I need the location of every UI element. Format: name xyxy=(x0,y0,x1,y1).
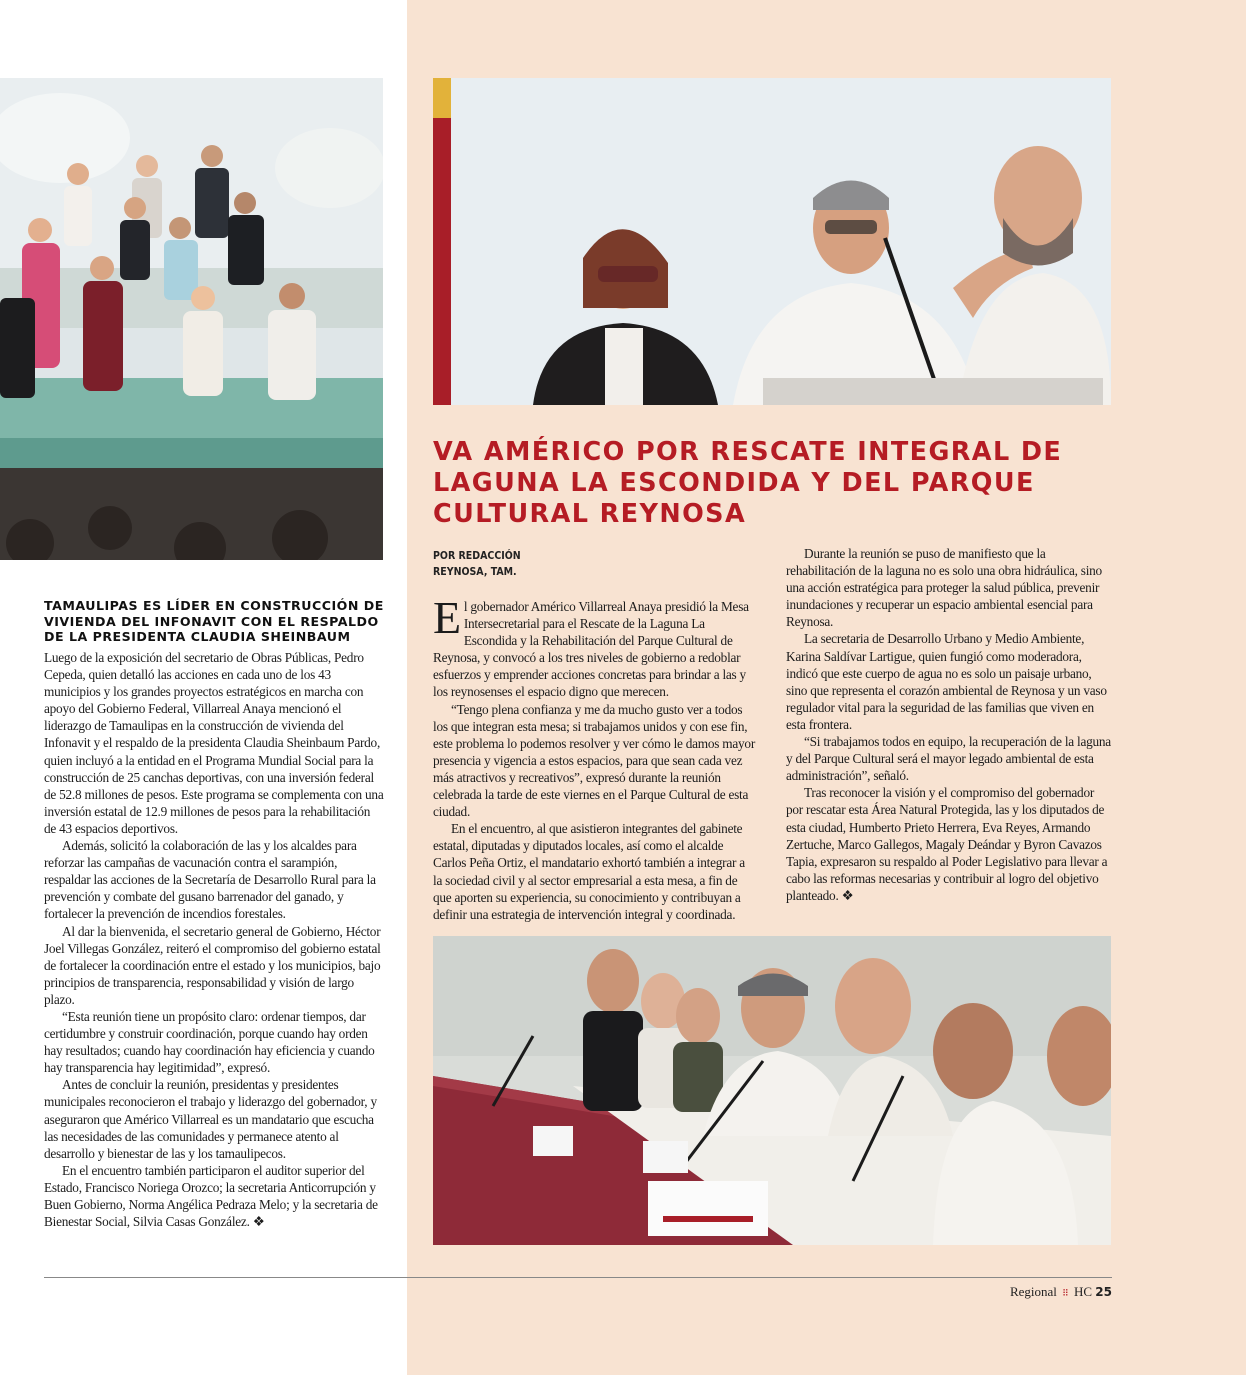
main-headline: VA AMÉRICO POR RESCATE INTEGRAL DE LAGUNA LA ESCONDIDA Y DEL PARQUE CULTURAL REYNOSA xyxy=(433,437,1063,529)
side-p1: Luego de la exposición del secretario de Obras Públicas, Pedro Cepeda, quien detalló las acciones en cada uno de los 43 municipios y los grandes proyectos estratégicos en marcha con apoyo del Gobierno Federal, Villarreal Anaya mencionó el liderazgo de Tamaulipas en la construcción de vivienda del Infonavit y el respaldo de la presidenta Claudia Sheinbaum Pardo, quien incluyó a la entidad en el Programa Mundial Social para la construcción de 25 canchas deportivas, con una inversión federal de 52.8 millones de pesos. Este programa se complementa con una inversión estatal de 12.9 millones de pesos para la rehabilitación de 43 espacios deportivos. xyxy=(44,650,384,836)
side-headline: TAMAULIPAS ES LÍDER EN CONSTRUCCIÓN DE VIVIENDA DEL INFONAVIT CON EL RESPALDO DE LA PRESIDENTA CLAUDIA SHEINBAUM xyxy=(44,598,384,644)
main-p3: En el encuentro, al que asistieron integrantes del gabinete estatal, diputadas y diputados locales, así como el alcalde Carlos Peña Ortiz, el mandatario exhortó también a integrar a la sociedad civil y al sector empresarial a esta mesa, a fin de que aporten su experiencia, su conocimiento y contribuyan a definir una estrategia de intervención integral y coordinada. xyxy=(433,821,745,922)
section-name: Regional xyxy=(1009,1284,1057,1299)
side-p3: Al dar la bienvenida, el secretario general de Gobierno, Héctor Joel Villegas González, reiteró el compromiso del gobierno estatal de fortalecer la coordinación entre el estado y los municipios, bajo principios de transparencia, responsabilidad y visión de largo plazo. xyxy=(44,923,381,1007)
side-p5: Antes de concluir la reunión, presidentas y presidentes municipales reconocieron el trabajo y liderazgo del gobernador, y aseguraron que Américo Villarreal es un mandatario que escucha las necesidades de las comunidades y permanece atento al desarrollo y bienestar de las y los tamaulipecos. xyxy=(44,1077,377,1161)
side-p2: Además, solicitó la colaboración de las y los alcaldes para reforzar las campañas de vacunación contra el sarampión, respaldar las acciones de la Secretaría de Desarrollo Rural para la prevención y combate del gusano barrenador del ganado, y fortalecer la prevención de incendios forestales. xyxy=(44,838,376,922)
page-footer xyxy=(1010,1284,1112,1300)
main-p4: Durante la reunión se puso de manifiesto que la rehabilitación de la laguna no es solo una obra hidráulica, sino una acción estratégica para proteger la salud pública, prevenir inundaciones y recuperar un espacio ambiental esencial para Reynosa. xyxy=(786,546,1102,630)
main-p7: Tras reconocer la visión y el compromiso del gobernador por rescatar esta Área Natural Protegida, las y los diputados de esta ciudad, Humberto Prieto Herrera, Eva Reyes, Armando Zertuche, Marco Gallegos, Magaly Deándar y Byron Cavazos Tapia, expresaron su respaldo al Poder Legislativo para llevar a cabo las reformas necesarias y contribuir al logro del objetivo planteado. ❖ xyxy=(786,785,1108,903)
main-p6: “Si trabajamos todos en equipo, la recuperación de la laguna y del Parque Cultural será el mayor legado ambiental de esta administración”, señaló. xyxy=(786,734,1111,784)
footer-rule xyxy=(44,1277,1112,1278)
meeting-table-photo xyxy=(433,936,1111,1245)
publication-name: HC xyxy=(1073,1284,1093,1299)
side-article-column xyxy=(44,649,384,1230)
page-number: 25 xyxy=(1095,1285,1112,1299)
side-p4: “Esta reunión tiene un propósito claro: ordenar tiempos, dar certidumbre y construir coordinación, porque cuando hay orden hay resultados; cuando hay coordinación hay eficiencia y cuando hay transparencia hay legitimidad”, expresó. xyxy=(44,1008,375,1076)
main-p2: “Tengo plena confianza y me da mucho gusto ver a todos los que integran esta mesa; si trabajamos unidos y con ese fin, este problema lo podemos resolver y ver cómo le damos mayor presencia y vigencia a estos espacios, para que sean cada vez más atractivos y recreativos”, expresó durante la reunión celebrada la tarde de este viernes en el Parque Cultural de esta ciudad. xyxy=(433,701,756,820)
main-p1 xyxy=(433,592,755,701)
footer-separator: ⠿ xyxy=(1062,1288,1069,1298)
side-p6: En el encuentro también participaron el auditor superior del Estado, Francisco Noriega Orozco; la secretaria Anticorrupción y Buen Gobierno, Norma Angélica Pedraza Melo; y la secretaria de Bienestar Social, Silvia Casas González. ❖ xyxy=(44,1162,378,1230)
main-article-column-1 xyxy=(433,592,756,923)
main-p5: La secretaria de Desarrollo Urbano y Medio Ambiente, Karina Saldívar Lartigue, quien fungió como moderadora, indicó que este cuerpo de agua no es solo un paisaje urbano, sino que representa el corazón ambiental de Reynosa y un vaso regulador vital para la seguridad de las familias que viven en esta frontera. xyxy=(786,631,1107,732)
main-p1-text: l gobernador Américo Villarreal Anaya presidió la Mesa Intersecretarial para el Rescate de la Laguna La Escondida y la Rehabilitación del Parque Cultural de Reynosa, y convocó a los tres niveles de gobierno a redoblar esfuerzos y emprender acciones concretas para brindar a las y los reynosenses el espacio digno que merecen. xyxy=(433,599,749,700)
dateline: REYNOSA, TAM. xyxy=(433,566,517,578)
main-article-column-2 xyxy=(786,545,1112,904)
byline-block xyxy=(433,548,733,580)
byline: POR REDACCIÓN xyxy=(433,550,521,562)
drop-cap: E xyxy=(433,592,461,643)
governor-speaking-photo xyxy=(433,78,1111,405)
group-photo-stage xyxy=(0,78,383,560)
